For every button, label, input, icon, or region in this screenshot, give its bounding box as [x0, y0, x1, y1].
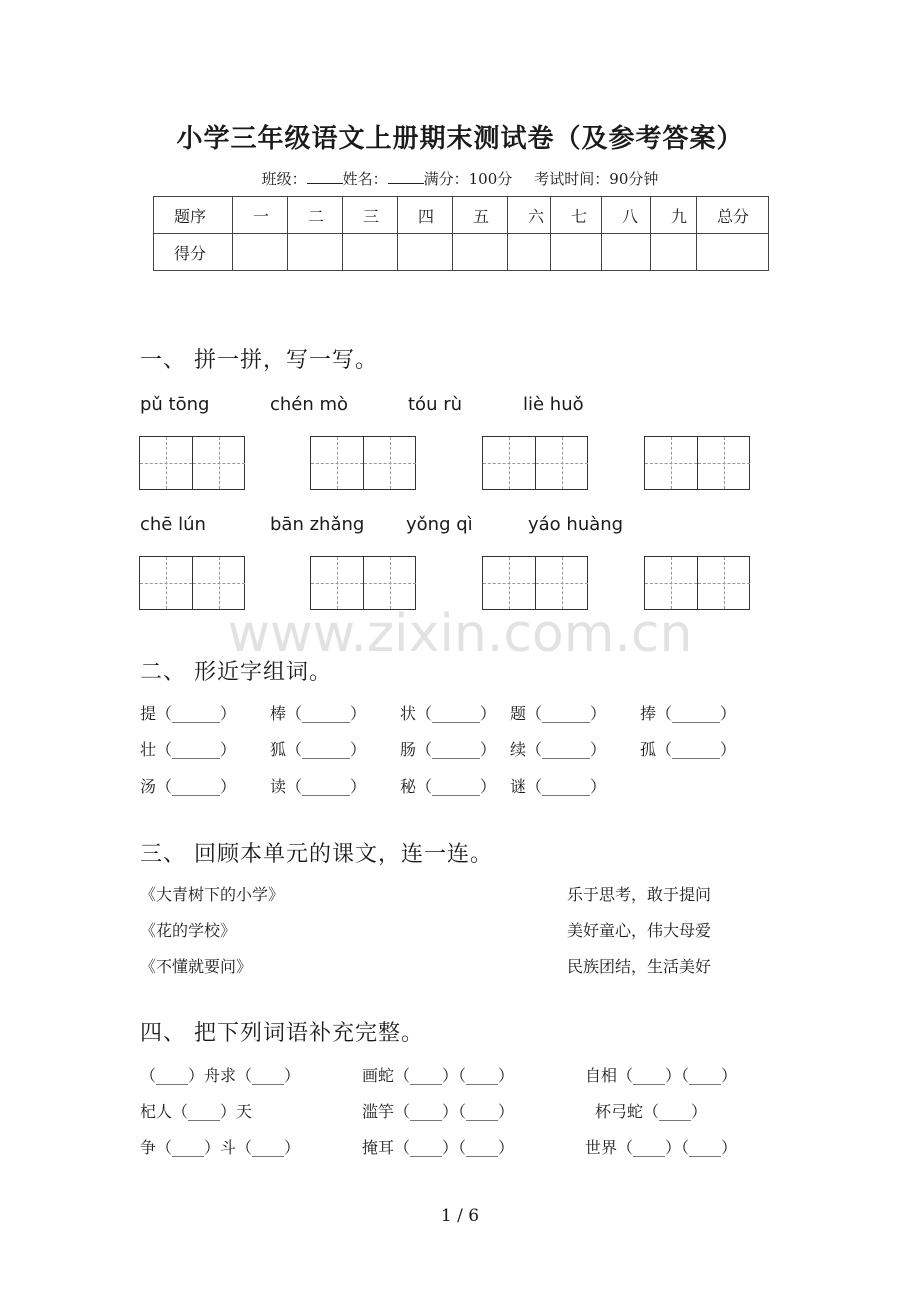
watermark: www.zixin.com.cn [227, 604, 693, 664]
score-cell[interactable] [453, 234, 508, 271]
section-2-title: 二、 形近字组词。 [140, 660, 332, 685]
pinyin-label: chén mò [270, 394, 349, 415]
score-table-score-row [154, 234, 769, 271]
section-1-title: 一、 拼一拼，写一写。 [140, 348, 378, 373]
writing-grid[interactable] [644, 556, 750, 610]
idiom-item: 画蛇（____）（____） [362, 1066, 515, 1085]
full-score: 满分：100分 [423, 170, 513, 188]
score-table-header-row [154, 197, 769, 234]
name-blank [388, 169, 424, 184]
word-item: 秘（______） [400, 777, 497, 796]
word-item: 续（______） [510, 740, 607, 759]
lesson-title: 《大青树下的小学》 [140, 885, 285, 904]
writing-grid[interactable] [310, 436, 416, 490]
word-item: 肠（______） [400, 740, 497, 759]
score-cell[interactable] [233, 234, 288, 271]
score-cell[interactable] [551, 234, 602, 271]
word-item: 捧（______） [640, 704, 737, 723]
table-header-cell: 七 [551, 197, 602, 234]
word-item: 孤（______） [640, 740, 737, 759]
page-title: 小学三年级语文上册期末测试卷（及参考答案） [176, 124, 744, 154]
word-item: 提（______） [140, 704, 237, 723]
pinyin-label: bān zhǎng [270, 514, 365, 535]
word-item: 状（______） [400, 704, 497, 723]
pinyin-label: yáo huàng [528, 514, 624, 535]
word-item: 壮（______） [140, 740, 237, 759]
table-header-cell: 四 [398, 197, 453, 234]
writing-grid[interactable] [139, 556, 245, 610]
word-item: 读（______） [270, 777, 367, 796]
score-table [153, 196, 769, 271]
pinyin-label: tóu rù [408, 394, 463, 415]
idiom-item: 滥竽（____）（____） [362, 1102, 515, 1121]
idiom-item: 争（____）斗（____） [140, 1138, 301, 1157]
table-header-cell: 总分 [697, 197, 769, 234]
exam-info [0, 168, 920, 189]
lesson-title: 《花的学校》 [140, 921, 237, 940]
idiom-item: 杞人（____）天 [140, 1102, 253, 1121]
table-header-cell: 二 [288, 197, 343, 234]
writing-grid[interactable] [482, 556, 588, 610]
word-item: 汤（______） [140, 777, 237, 796]
score-cell[interactable] [288, 234, 343, 271]
word-item: 狐（______） [270, 740, 367, 759]
idiom-item: 世界（____）（____） [585, 1138, 738, 1157]
idiom-item: 掩耳（____）（____） [362, 1138, 515, 1157]
writing-grid[interactable] [482, 436, 588, 490]
word-item: 谜（______） [510, 777, 607, 796]
score-cell[interactable] [651, 234, 697, 271]
score-cell[interactable] [343, 234, 398, 271]
idiom-item: （____）舟求（____） [140, 1066, 301, 1085]
score-cell[interactable] [508, 234, 551, 271]
writing-grid[interactable] [139, 436, 245, 490]
pinyin-label: chē lún [140, 514, 206, 535]
section-4-title: 四、 把下列词语补充完整。 [140, 1021, 424, 1046]
exam-time: 考试时间：90分钟 [534, 170, 659, 188]
name-label: 姓名： [342, 170, 388, 188]
idiom-item: 杯弓蛇（____） [595, 1102, 708, 1121]
pinyin-label: yǒng qì [406, 514, 473, 535]
section-3-title: 三、 回顾本单元的课文，连一连。 [140, 842, 493, 867]
writing-grid[interactable] [310, 556, 416, 610]
page-number: 1 / 6 [440, 1206, 480, 1226]
table-header-cell: 题序 [154, 197, 233, 234]
table-header-cell: 一 [233, 197, 288, 234]
class-blank [307, 169, 343, 184]
table-row-label: 得分 [154, 234, 233, 271]
word-item: 棒（______） [270, 704, 367, 723]
table-header-cell: 三 [343, 197, 398, 234]
table-header-cell: 八 [602, 197, 651, 234]
table-header-cell: 五 [453, 197, 508, 234]
lesson-theme: 乐于思考，敢于提问 [567, 885, 712, 904]
score-cell[interactable] [398, 234, 453, 271]
table-header-cell: 六 [508, 197, 551, 234]
score-cell[interactable] [697, 234, 769, 271]
lesson-theme: 民族团结，生活美好 [567, 957, 712, 976]
pinyin-label: liè huǒ [523, 394, 584, 415]
idiom-item: 自相（____）（____） [585, 1066, 738, 1085]
lesson-theme: 美好童心，伟大母爱 [567, 921, 712, 940]
class-label: 班级： [261, 170, 307, 188]
pinyin-label: pǔ tōng [140, 394, 210, 415]
lesson-title: 《不懂就要问》 [140, 957, 253, 976]
word-item: 题（______） [510, 704, 607, 723]
table-header-cell: 九 [651, 197, 697, 234]
score-cell[interactable] [602, 234, 651, 271]
writing-grid[interactable] [644, 436, 750, 490]
